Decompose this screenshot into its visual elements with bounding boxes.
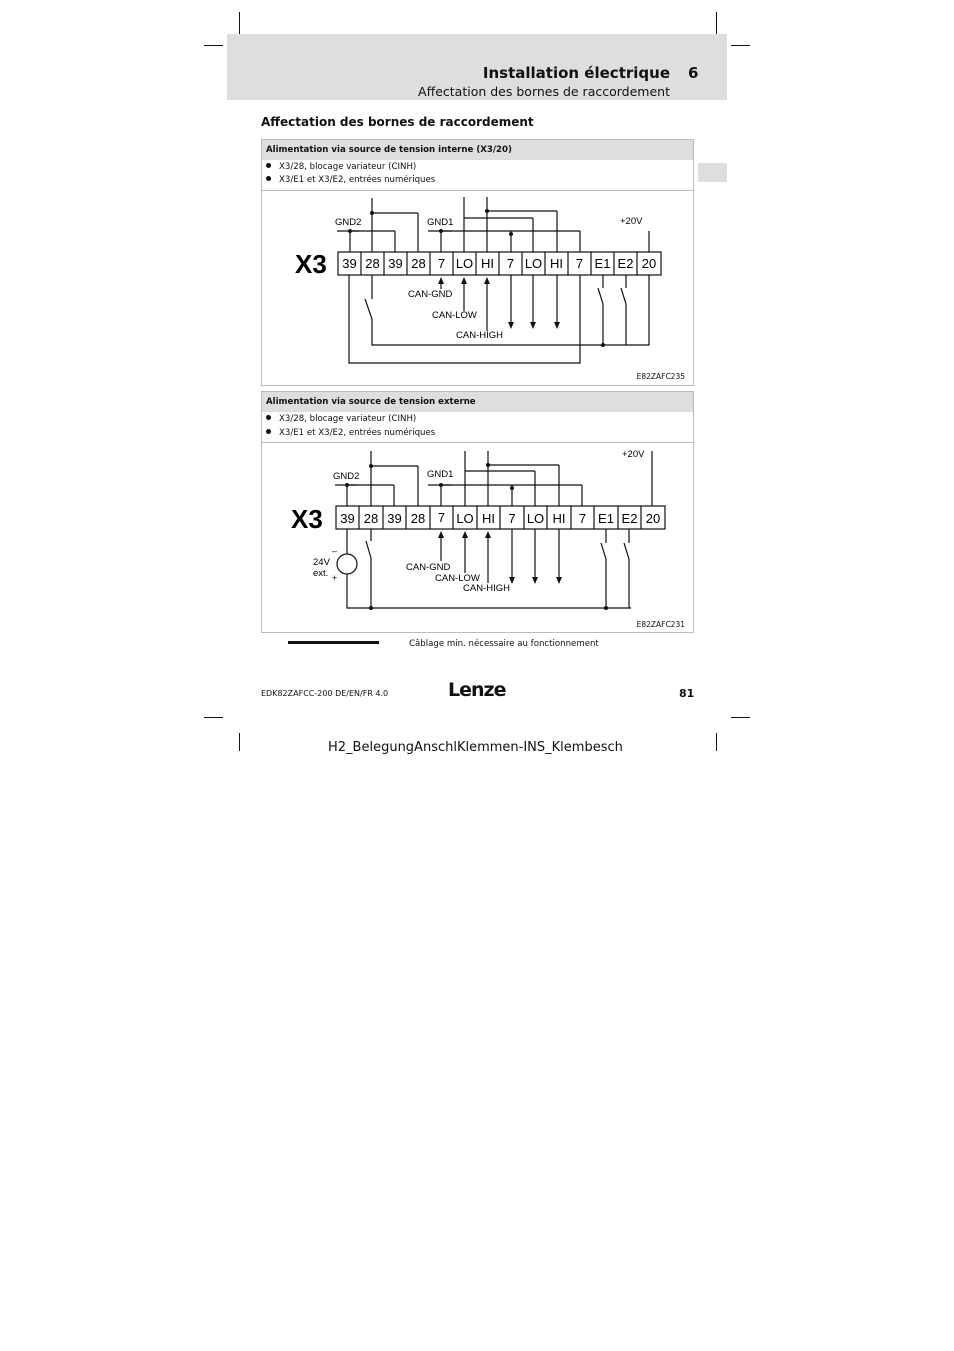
wiring-diagram-svg <box>262 191 693 386</box>
section-title: Affectation des bornes de raccordement <box>261 115 534 129</box>
ext-voltage-label: 24V <box>313 557 330 568</box>
crop-mark <box>731 45 750 46</box>
gnd1-label: GND1 <box>427 217 454 228</box>
terminal-label: 39 <box>340 511 355 526</box>
page-header-title: Installation électrique <box>482 64 670 82</box>
bullet-list <box>262 160 693 191</box>
terminal-label: HI <box>550 256 563 271</box>
file-name: H2_BelegungAnschlKlemmen-INS_Klembesch <box>328 740 623 755</box>
connector-label: X3 <box>291 504 323 534</box>
minus-sign: – <box>332 546 338 556</box>
can-high-label: CAN-HIGH <box>456 330 503 341</box>
box-heading: Alimentation via source de tension externe <box>262 392 693 412</box>
terminal-label: HI <box>481 256 494 271</box>
lenze-logo: Lenze <box>448 679 506 701</box>
list-item-text: X3/E1 et X3/E2, entrées numériques <box>279 175 436 185</box>
bullet-icon <box>266 176 271 181</box>
page-number: 81 <box>679 687 695 700</box>
list-item <box>266 162 416 172</box>
list-item <box>266 414 416 424</box>
legend-text: Câblage min. nécessaire au fonctionnement <box>409 639 599 649</box>
terminal-label: 39 <box>387 511 402 526</box>
list-item-text: X3/E1 et X3/E2, entrées numériques <box>279 428 436 438</box>
terminal-label: 20 <box>645 511 661 526</box>
chapter-tab <box>698 163 727 182</box>
plus20v-label: +20V <box>620 216 643 227</box>
terminal-label: E2 <box>617 256 634 271</box>
gnd1-label: GND1 <box>427 469 454 480</box>
can-low-label: CAN-LOW <box>432 310 477 321</box>
connector-label: X3 <box>295 249 327 279</box>
wiring-diagram-external <box>262 443 693 633</box>
terminal-label: HI <box>552 511 566 526</box>
terminal-label: E1 <box>594 256 611 271</box>
terminal-label: 28 <box>365 256 380 271</box>
crop-mark <box>204 717 223 718</box>
terminal-label: HI <box>482 511 495 526</box>
terminal-label: 7 <box>508 511 516 526</box>
can-gnd-label: CAN-GND <box>406 562 451 573</box>
can-high-label: CAN-HIGH <box>463 583 510 594</box>
terminal-label: 39 <box>342 256 357 271</box>
terminal-label: E2 <box>621 511 638 526</box>
list-item-text: X3/28, blocage variateur (CINH) <box>279 414 417 424</box>
crop-mark <box>204 45 223 46</box>
terminal-label: LO <box>455 256 474 271</box>
terminal-label: 28 <box>410 511 426 526</box>
internal-supply-box <box>261 139 694 386</box>
crop-mark <box>731 717 750 718</box>
box-heading: Alimentation via source de tension interne (X3/20) <box>262 140 693 160</box>
chapter-number: 6 <box>688 64 699 82</box>
list-item <box>266 175 435 185</box>
crop-mark <box>716 12 717 34</box>
terminal-label: 7 <box>506 256 515 271</box>
terminal-label: 28 <box>363 511 379 526</box>
plus20v-label: +20V <box>622 449 645 460</box>
bullet-icon <box>266 415 271 420</box>
terminal-label: E1 <box>598 511 614 526</box>
terminal-label: 39 <box>388 256 403 271</box>
plus-sign: + <box>332 573 338 583</box>
terminal-label: 20 <box>641 256 657 271</box>
crop-mark <box>239 12 240 34</box>
terminal-label: LO <box>456 511 474 526</box>
terminal-label: 7 <box>437 256 446 271</box>
terminal-label: LO <box>526 511 545 526</box>
gnd2-label: GND2 <box>335 217 362 228</box>
terminal-label: 7 <box>437 510 446 525</box>
bullet-icon <box>266 429 271 434</box>
terminal-label: LO <box>524 256 543 271</box>
gnd2-label: GND2 <box>333 471 360 482</box>
figure-code: E82ZAFC235 <box>636 372 685 381</box>
terminal-label: 7 <box>578 511 587 526</box>
list-item <box>266 428 435 438</box>
can-gnd-label: CAN-GND <box>408 289 453 300</box>
external-supply-box <box>261 391 694 633</box>
page-header-subtitle: Affectation des bornes de raccordement <box>418 84 670 99</box>
wiring-diagram-internal <box>262 191 693 386</box>
terminal-label: 7 <box>575 256 584 271</box>
figure-code: E82ZAFC231 <box>636 620 685 629</box>
bullet-icon <box>266 163 271 168</box>
legend-line <box>288 641 379 644</box>
bullet-list <box>262 412 693 443</box>
can-low-label: CAN-LOW <box>435 573 480 584</box>
ext-label: ext. <box>313 568 329 579</box>
list-item-text: X3/28, blocage variateur (CINH) <box>279 162 417 172</box>
crop-mark <box>239 733 240 751</box>
document-id: EDK82ZAFCC-200 DE/EN/FR 4.0 <box>261 689 389 698</box>
crop-mark <box>716 733 717 751</box>
wiring-diagram-svg <box>262 443 693 633</box>
terminal-label: 28 <box>411 256 426 271</box>
